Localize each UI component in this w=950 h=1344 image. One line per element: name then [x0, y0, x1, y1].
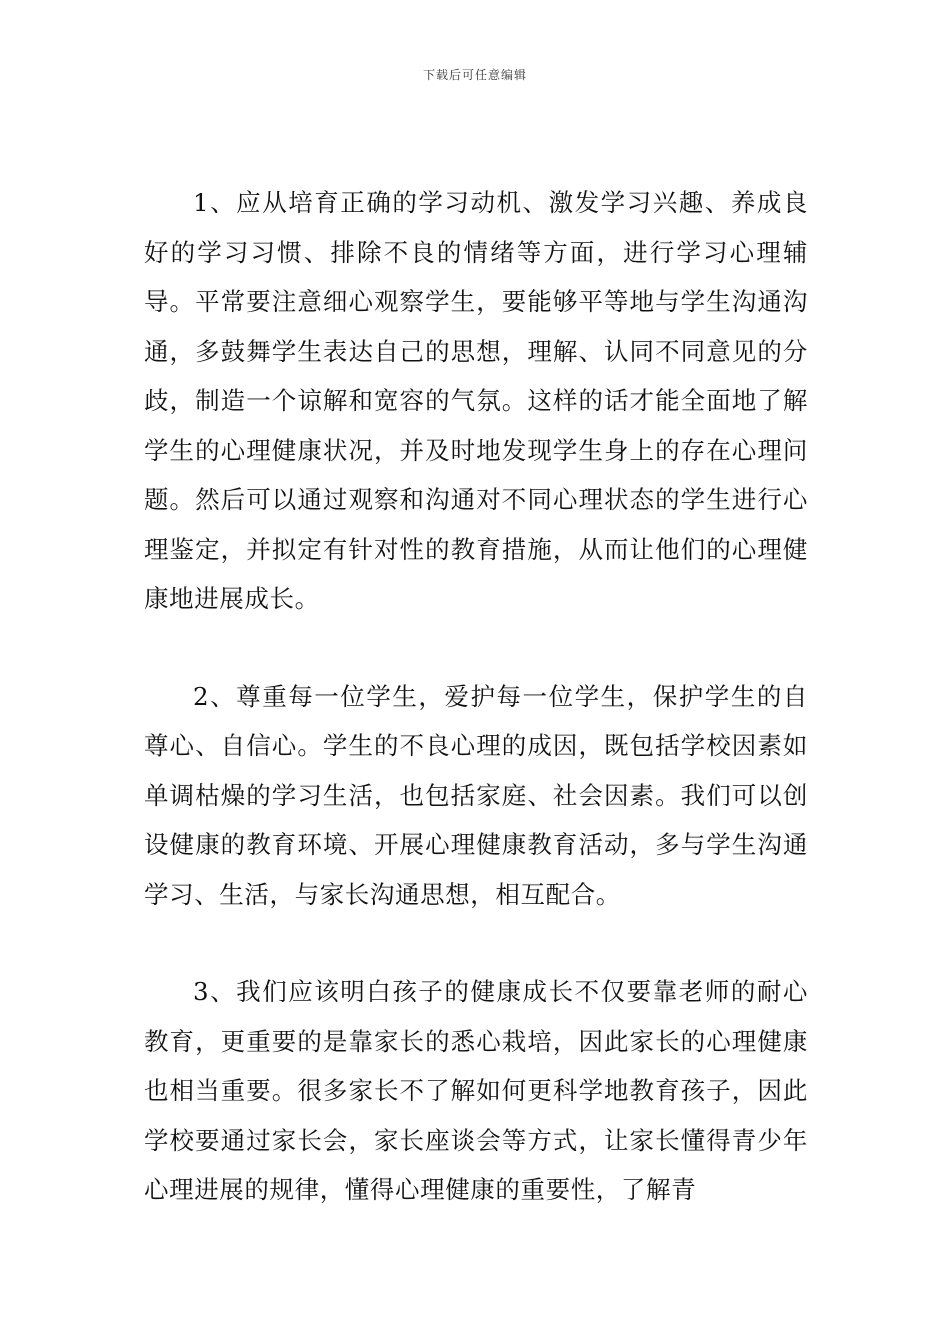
document-body [144, 178, 808, 1215]
page-header-note: 下载后可任意编辑 [422, 68, 527, 82]
paragraph-2: 2、尊重每一位学生，爱护每一位学生，保护学生的自尊心、自信心。学生的不良心理的成因，既包括学校因素如单调枯燥的学习生活，也包括家庭、社会因素。我们可以创设健康的教育环境、开展心理健康教育活动，多与学生沟通学习、生活，与家长沟通思想，相互配合。 [144, 681, 808, 909]
paragraph-1: 1、应从培育正确的学习动机、激发学习兴趣、养成良好的学习习惯、排除不良的情绪等方面，进行学习心理辅导。平常要注意细心观察学生，要能够平等地与学生沟通沟通，多鼓舞学生表达自己的思想，理解、认同不同意见的分歧，制造一个谅解和宽容的气氛。这样的话才能全面地了解学生的心理健康状况，并及时地发现学生身上的存在心理问题。然后可以通过观察和沟通对不同心理状态的学生进行心理鉴定，并拟定有针对性的教育措施，从而让他们的心理健康地进展成长。 [144, 188, 808, 613]
paragraph-3: 3、我们应该明白孩子的健康成长不仅要靠老师的耐心教育，更重要的是靠家长的悉心栽培，因此家长的心理健康也相当重要。很多家长不了解如何更科学地教育孩子，因此学校要通过家长会，家长座谈会等方式，让家长懂得青少年心理进展的规律，懂得心理健康的重要性，了解青 [144, 977, 808, 1204]
